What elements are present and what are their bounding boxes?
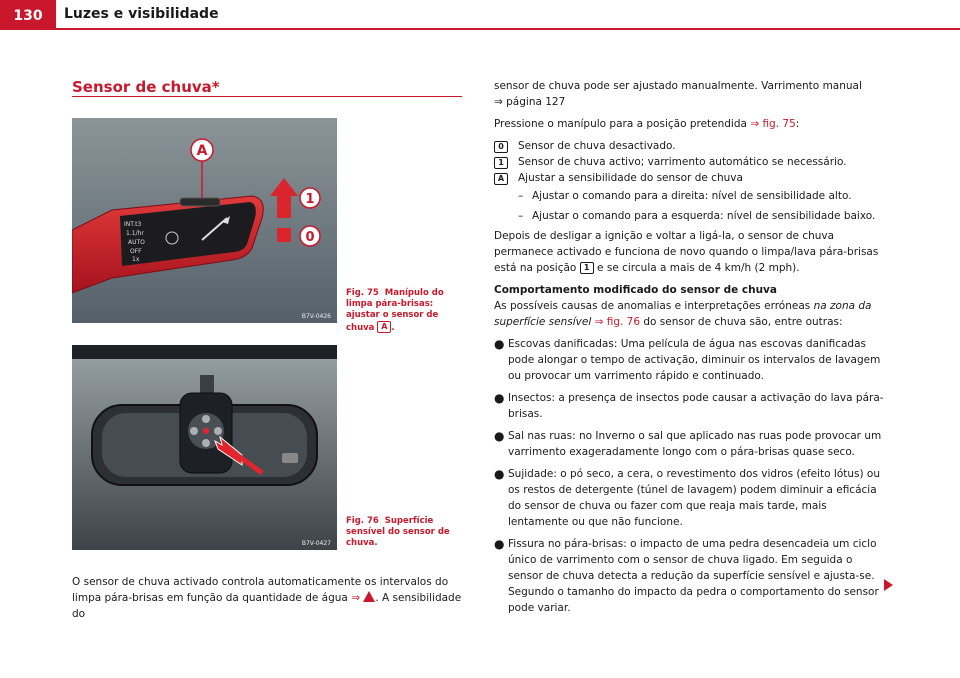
subheading: Comportamento modificado do sensor de chuva <box>494 284 777 296</box>
lever-mark: INT.t3 <box>124 221 142 228</box>
figure-76-caption: Fig. 76 Superfície sensível do sensor de chuva. <box>346 516 450 548</box>
position-list <box>494 138 886 224</box>
paragraph-causes: As possíveis causas de anomalias e interpretações erróneas na zona da superfície sensível ⇒ fig. 76 do sensor de chuva são, entre outras: <box>494 300 872 328</box>
figure-75-code: B7V-0426 <box>301 313 331 320</box>
intro-paragraph: O sensor de chuva activado controla automaticamente os intervalos do limpa pára-brisas em função da quantidade de água ⇒ . A sensibilidade do <box>72 576 462 620</box>
paragraph-manual-sweep: sensor de chuva pode ser ajustado manualmente. Varrimento manual ⇒ página 127 <box>494 80 862 108</box>
figure-76-code: B7V-0427 <box>301 540 331 547</box>
figure-76-rain-sensor <box>72 345 337 550</box>
link-fig-75[interactable]: ⇒ fig. 75 <box>750 118 796 130</box>
position-badge: 1 <box>494 157 508 169</box>
warning-icon[interactable] <box>363 591 375 602</box>
list-item: ● Insectos: a presença de insectos pode causar a activação do lava pára-brisas. <box>494 391 884 420</box>
lever-mark: AUTO <box>128 239 145 246</box>
position-badge: A <box>494 173 508 185</box>
list-item: ● Fissura no pára-brisas: o impacto de uma pedra desencadeia um ciclo único de varrimento com o sensor de chuva ligado. Em seguida o sensor de chuva detecta a redução da superfície sensível e ajusta-se. Segundo o tamanho do impacto da pedra o comportamento do sensor pode variar. <box>494 537 879 614</box>
lever-mark: 1x <box>132 256 140 263</box>
position-badge: 0 <box>494 141 508 153</box>
paragraph-ignition: Depois de desligar a ignição e voltar a ligá-la, o sensor de chuva permanece activado e funciona de novo quando o limpa/lava pára-brisas está na posição 1 e se circula a mais de 4 km/h (2 mph). <box>494 230 879 274</box>
callout-0-label: 0 <box>305 230 315 245</box>
causes-list <box>494 336 886 616</box>
list-item: A Ajustar a sensibilidade do sensor de chuva <box>494 170 886 186</box>
callout-a-label: A <box>196 143 208 159</box>
position-badge: 1 <box>580 262 594 274</box>
section-title: Sensor de chuva* <box>72 78 220 96</box>
figure-75-caption: Fig. 75 Manípulo do limpa pára-brisas: ajustar o sensor de chuva A . <box>346 288 444 333</box>
list-item: ● Sujidade: o pó seco, a cera, o revestimento dos vidros (efeito lótus) ou os restos de detergente (túnel de lavagem) podem diminuir a eficácia do sensor de chuva ou fazer com que reaja mais tarde, mais lentamente ou que não funcione. <box>494 467 881 528</box>
right-column <box>494 78 886 622</box>
wiper-lever-illustration <box>72 118 337 323</box>
rain-sensor-illustration <box>72 345 337 550</box>
list-item: ● Sal nas ruas: no Inverno o sal que aplicado nas ruas pode provocar um varrimento exageradamente longo com o pára-brisas quase seco. <box>494 429 882 458</box>
paragraph-press-lever: Pressione o manípulo para a posição pretendida ⇒ fig. 75: <box>494 118 800 130</box>
header-rule <box>56 28 960 30</box>
link-page-127[interactable]: ⇒ página 127 <box>494 96 566 108</box>
figure-75-wiper-lever <box>72 118 337 323</box>
sensitivity-sublist <box>494 188 886 224</box>
section-rule <box>72 96 462 97</box>
lever-mark: OFF <box>130 248 142 255</box>
continue-arrow-icon <box>884 579 893 591</box>
list-item: 0 Sensor de chuva desactivado. <box>494 138 886 154</box>
chapter-title: Luzes e visibilidade <box>64 6 219 22</box>
list-item: – Ajustar o comando para a esquerda: nível de sensibilidade baixo. <box>518 210 876 222</box>
caption-badge-a: A <box>377 321 391 333</box>
list-item: ● Escovas danificadas: Uma película de água nas escovas danificadas pode alongar o tempo de activação, diminuir os intervalos de lavagem ou provocar um varrimento rápido e continuado. <box>494 337 881 382</box>
list-item: – Ajustar o comando para a direita: nível de sensibilidade alto. <box>518 190 852 202</box>
list-item: 1 Sensor de chuva activo; varrimento automático se necessário. <box>494 154 886 170</box>
link-fig-76[interactable]: ⇒ fig. 76 <box>594 316 641 328</box>
page-number: 130 <box>0 0 56 30</box>
lever-mark: 1.1/hr <box>126 230 144 237</box>
callout-1-label: 1 <box>305 192 315 207</box>
square-position-icon <box>277 228 291 242</box>
